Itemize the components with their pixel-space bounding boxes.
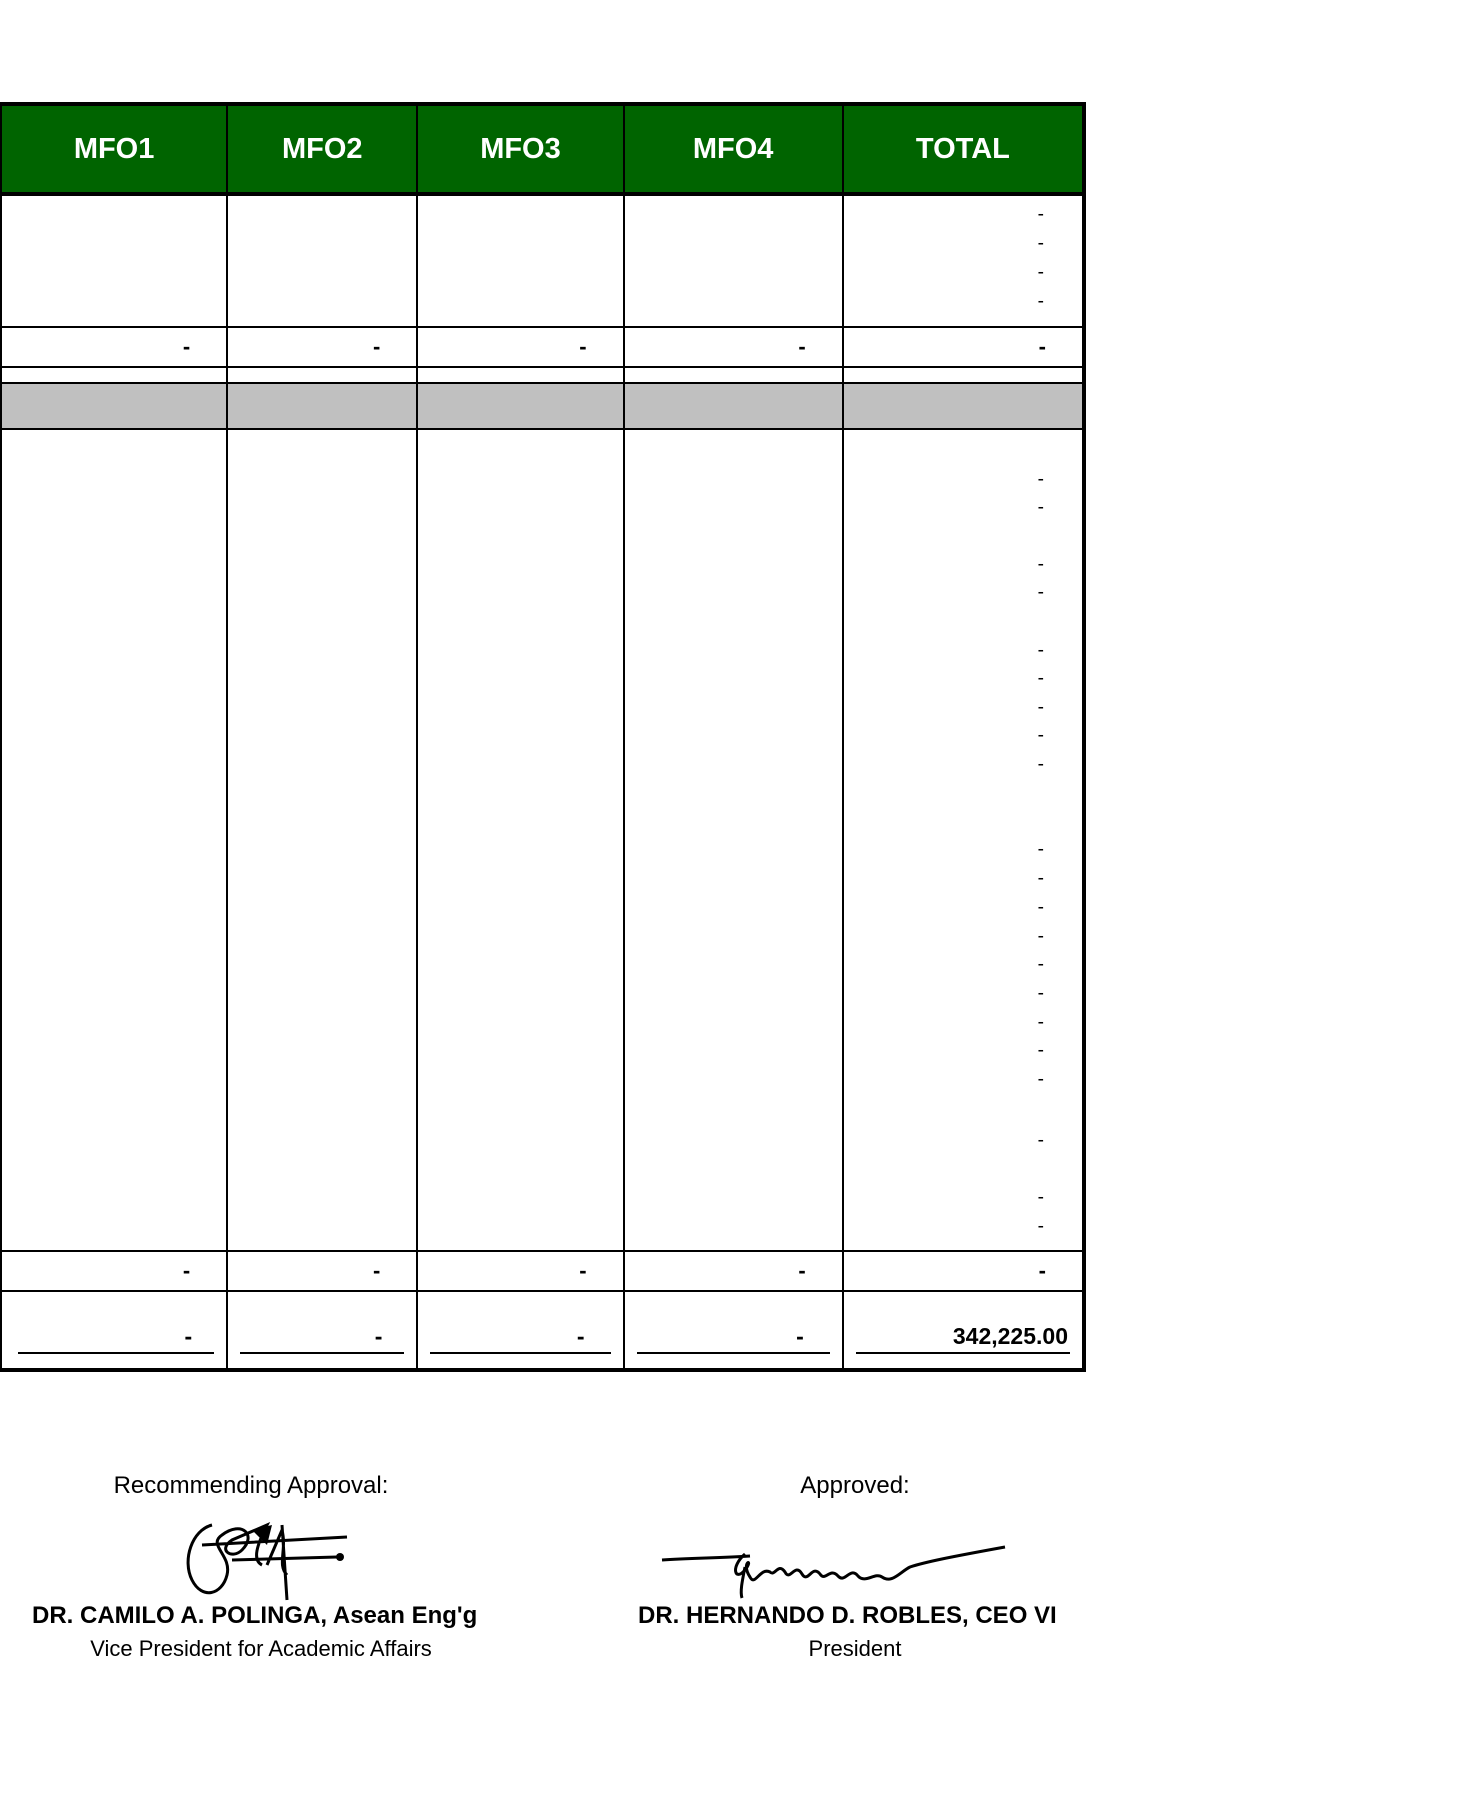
dash-value: - [1037, 725, 1044, 746]
section2-mfo2-cell [227, 429, 417, 1251]
spacer-row [1, 367, 1084, 383]
section2-items-row [1, 429, 1084, 1251]
section1-mfo4-cell [624, 194, 843, 327]
section2-subtotal-row [1, 1251, 1084, 1291]
dash-value: - [1037, 839, 1044, 860]
signature-left-icon [172, 1505, 372, 1605]
dash-value: - [1037, 469, 1044, 490]
section1-mfo2-cell [227, 194, 417, 327]
section1-subtotal-mfo1: - [1, 327, 227, 367]
section2-mfo1-cell [1, 429, 227, 1251]
dash-value: - [1037, 204, 1044, 225]
dash-value: - [1037, 1069, 1044, 1090]
header-row [1, 104, 1084, 194]
dash-value: - [1037, 291, 1044, 312]
dash-value: - [1037, 1012, 1044, 1033]
grand-total-total [843, 1291, 1084, 1370]
section1-items-row [1, 194, 1084, 327]
grand-total-value: - [240, 1323, 404, 1354]
section1-total-dashes [844, 196, 1082, 326]
grand-total-mfo1 [1, 1291, 227, 1370]
budget-table [0, 102, 1086, 1372]
section1-mfo3-cell [417, 194, 623, 327]
dash-value: - [1037, 668, 1044, 689]
grand-total-row [1, 1291, 1084, 1370]
grand-total-value: - [637, 1323, 830, 1354]
dash-value: - [1037, 262, 1044, 283]
section2-mfo4-cell [624, 429, 843, 1251]
dash-value: - [1037, 926, 1044, 947]
dash-value: - [1037, 233, 1044, 254]
right-signatory-name: DR. HERNANDO D. ROBLES, CEO VI [638, 1602, 1057, 1629]
section2-total-cell [843, 429, 1084, 1251]
grand-total-value: - [430, 1323, 610, 1354]
dash-value: - [1037, 897, 1044, 918]
dash-value: - [1037, 554, 1044, 575]
dash-value: - [1037, 1130, 1044, 1151]
header-total: TOTAL [843, 104, 1084, 194]
section1-mfo1-cell [1, 194, 227, 327]
section2-subtotal-mfo3: - [417, 1251, 623, 1291]
section1-subtotal-total: - [843, 327, 1084, 367]
dash-value: - [1037, 1040, 1044, 1061]
dash-value: - [1037, 1187, 1044, 1208]
section2-total-dashes [844, 430, 1082, 1250]
signature-right-icon [660, 1532, 1010, 1602]
section1-subtotal-mfo3: - [417, 327, 623, 367]
section2-subtotal-total: - [843, 1251, 1084, 1291]
dash-value: - [1037, 640, 1044, 661]
left-signatory-title: Vice President for Academic Affairs [90, 1636, 432, 1661]
header-mfo2: MFO2 [227, 104, 417, 194]
grand-total-mfo3 [417, 1291, 623, 1370]
dash-value: - [1037, 954, 1044, 975]
header-mfo4: MFO4 [624, 104, 843, 194]
grand-total-value: - [18, 1323, 214, 1354]
section2-subtotal-mfo1: - [1, 1251, 227, 1291]
grand-total-mfo4 [624, 1291, 843, 1370]
dash-value: - [1037, 582, 1044, 603]
section1-subtotal-mfo2: - [227, 327, 417, 367]
section2-subtotal-mfo4: - [624, 1251, 843, 1291]
dash-value: - [1037, 983, 1044, 1004]
right-signatory-title: President [808, 1636, 902, 1661]
section1-subtotal-row [1, 327, 1084, 367]
grand-total-mfo2 [227, 1291, 417, 1370]
section2-subtotal-mfo2: - [227, 1251, 417, 1291]
dash-value: - [1037, 754, 1044, 775]
section1-subtotal-mfo4: - [624, 327, 843, 367]
grand-total-value: 342,225.00 [856, 1323, 1070, 1354]
section1-total-cell [843, 194, 1084, 327]
dash-value: - [1037, 497, 1044, 518]
header-mfo1: MFO1 [1, 104, 227, 194]
recommending-approval-label: Recommending Approval: [113, 1472, 389, 1499]
dash-value: - [1037, 697, 1044, 718]
dash-value: - [1037, 1216, 1044, 1237]
approved-label: Approved: [800, 1472, 910, 1499]
left-signatory-name: DR. CAMILO A. POLINGA, Asean Eng'g [32, 1602, 478, 1629]
section2-mfo3-cell [417, 429, 623, 1251]
section-header-row [1, 383, 1084, 429]
dash-value: - [1037, 868, 1044, 889]
header-mfo3: MFO3 [417, 104, 623, 194]
